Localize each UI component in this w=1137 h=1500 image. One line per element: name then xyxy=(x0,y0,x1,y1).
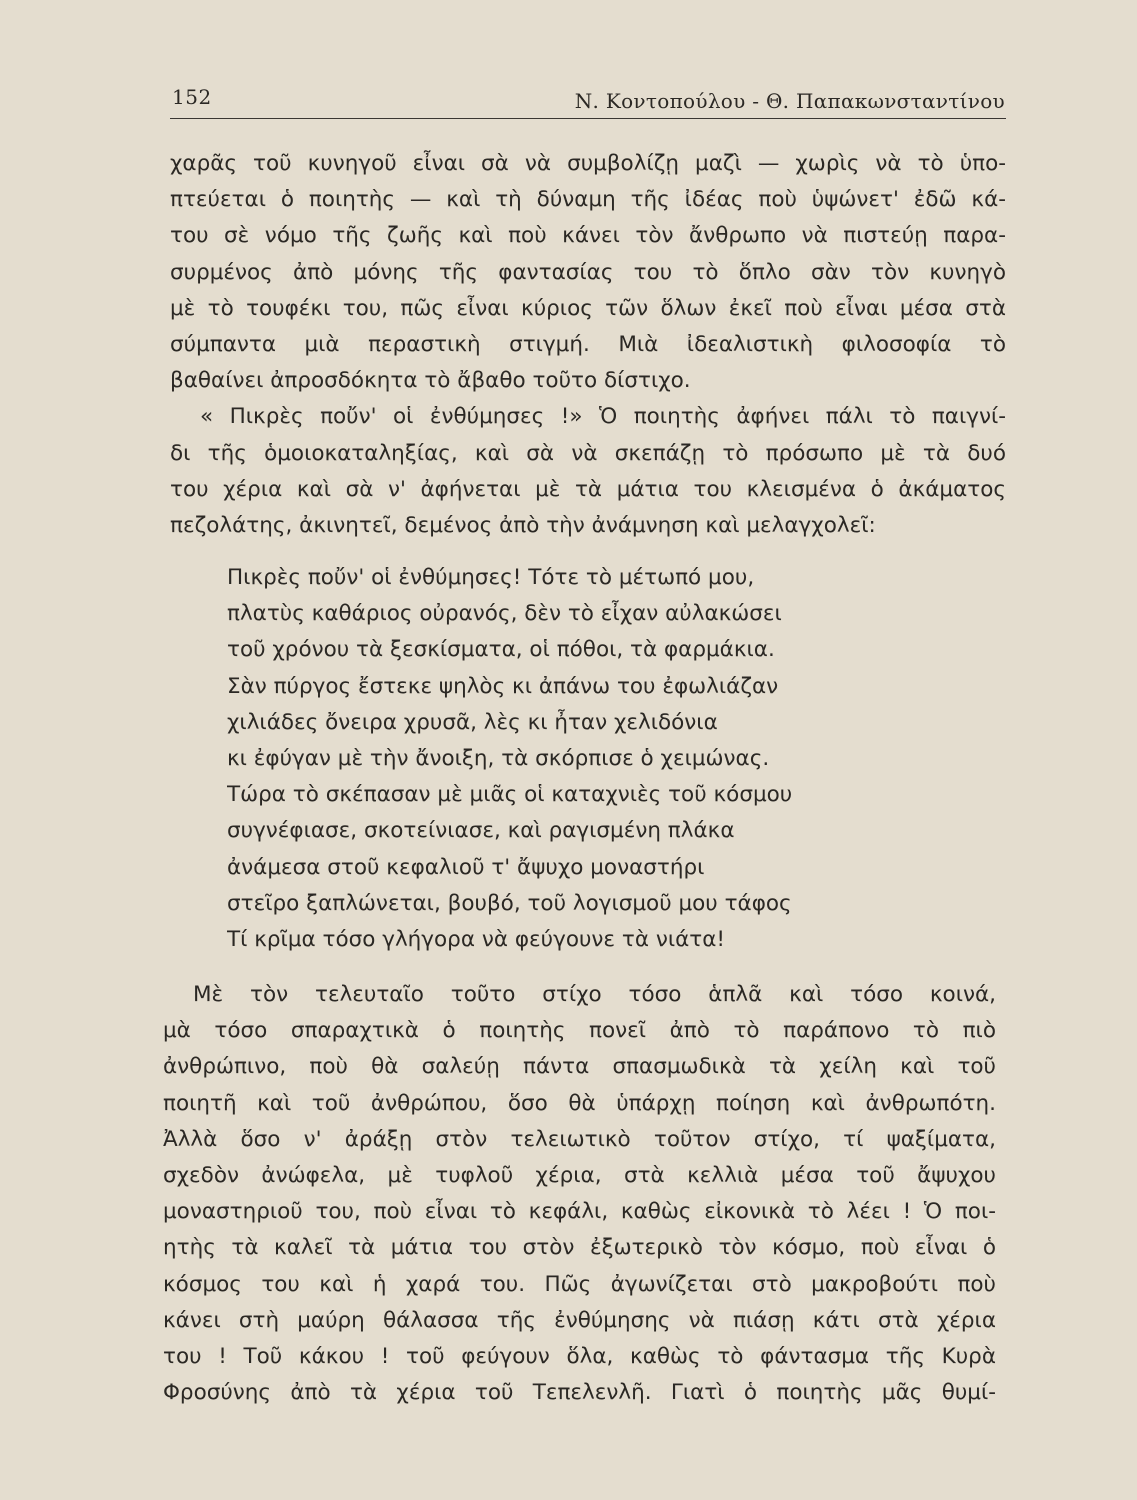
text-line: Ἀλλὰ ὅσο ν' ἀράξῃ στὸν τελειωτικὸ τοῦτον στίχο, τί ψαξίματα, xyxy=(163,1126,996,1152)
body-text-top xyxy=(170,146,1006,544)
text-line: του χέρια καὶ σὰ ν' ἀφήνεται μὲ τὰ μάτια του κλεισμένα ὁ ἀκάματος xyxy=(170,476,1006,502)
text-line: του σὲ νόμο τῆς ζωῆς καὶ ποὺ κάνει τὸν ἄνθρωπο νὰ πιστεύῃ παρα- xyxy=(170,223,1006,249)
text-line: πεζολάτης, ἀκινητεῖ, δεμένος ἀπὸ τὴν ἀνάμνηση καὶ μελαγχολεῖ: xyxy=(170,512,876,538)
text-line: βαθαίνει ἀπροσδόκητα τὸ ἄβαθο τοῦτο δίστιχο. xyxy=(170,368,691,394)
header-rule xyxy=(170,118,1006,119)
poem-line: συγνέφιασε, σκοτείνιασε, καὶ ραγισμένη πλάκα xyxy=(227,818,735,844)
poem-line: Πικρὲς ποὔν' οἱ ἐνθύμησες! Τότε τὸ μέτωπό μου, xyxy=(227,565,755,590)
text-line: δι τῆς ὁμοιοκαταληξίας, καὶ σὰ νὰ σκεπάζῃ τὸ πρόσωπο μὲ τὰ δυό xyxy=(170,440,1006,466)
poem-line: Τώρα τὸ σκέπασαν μὲ μιᾶς οἱ καταχνιὲς τοῦ κόσμου xyxy=(227,782,793,808)
text-line: ἀνθρώπινο, ποὺ θὰ σαλεύῃ πάντα σπασμωδικὰ τὰ χείλη καὶ τοῦ xyxy=(163,1054,996,1080)
poem-line: ἀνάμεσα στοῦ κεφαλιοῦ τ' ἄψυχο μοναστήρι xyxy=(227,854,705,880)
page-number: 152 xyxy=(172,85,212,109)
poem-line: κι ἐφύγαν μὲ τὴν ἄνοιξη, τὰ σκόρπισε ὁ χειμώνας. xyxy=(227,745,770,771)
text-line: συρμένος ἀπὸ μόνης τῆς φαντασίας του τὸ ὅπλο σὰν τὸν κυνηγὸ xyxy=(170,259,1006,285)
poem-line: Τί κρῖμα τόσο γλήγορα νὰ φεύγουνε τὰ νιάτα! xyxy=(227,926,726,952)
body-text-bottom xyxy=(163,977,996,1411)
poem-line: Σὰν πύργος ἔστεκε ψηλὸς κι ἀπάνω του ἐφωλιάζαν xyxy=(227,673,779,699)
text-line: κάνει στὴ μαύρη θάλασσα τῆς ἐνθύμησης νὰ πιάσῃ κάτι στὰ χέρια xyxy=(163,1307,996,1333)
text-line: μὰ τόσο σπαραχτικὰ ὁ ποιητὴς πονεῖ ἀπὸ τὸ παράπονο τὸ πιὸ xyxy=(163,1018,996,1044)
text-line: ποιητῆ καὶ τοῦ ἀνθρώπου, ὅσο θὰ ὑπάρχῃ ποίηση καὶ ἀνθρωπότη. xyxy=(163,1090,996,1116)
paragraph-3 xyxy=(163,977,996,1411)
poem-line: χιλιάδες ὄνειρα χρυσᾶ, λὲς κι ἦταν χελιδόνια xyxy=(227,709,718,735)
text-line: μὲ τὸ τουφέκι του, πῶς εἶναι κύριος τῶν ὅλων ἐκεῖ ποὺ εἶναι μέσα στὰ xyxy=(170,295,1006,321)
poem-block xyxy=(227,560,927,958)
running-head: Ν. Κοντοπούλου - Θ. Παπακωνσταντίνου xyxy=(574,89,1005,113)
paragraph-2 xyxy=(170,399,1006,544)
text-line: πτεύεται ὁ ποιητὴς — καὶ τὴ δύναμη τῆς ἰδέας ποὺ ὑψώνετ' ἐδῶ κά- xyxy=(170,187,1006,213)
text-line: κόσμος του καὶ ἡ χαρά του. Πῶς ἀγωνίζεται στὸ μακροβούτι ποὺ xyxy=(163,1271,996,1297)
text-line: μοναστηριοῦ του, ποὺ εἶναι τὸ κεφάλι, καθὼς εἰκονικὰ τὸ λέει ! Ὁ ποι- xyxy=(163,1199,996,1225)
poem-line: στεῖρο ξαπλώνεται, βουβό, τοῦ λογισμοῦ μου τάφος xyxy=(227,890,792,916)
paragraph-1 xyxy=(170,146,1006,399)
poem-line: πλατὺς καθάριος οὐρανός, δὲν τὸ εἶχαν αὐλακώσει xyxy=(227,601,782,627)
text-line: σχεδὸν ἀνώφελα, μὲ τυφλοῦ χέρια, στὰ κελλιὰ μέσα τοῦ ἄψυχου xyxy=(163,1162,996,1188)
poem-line: τοῦ χρόνου τὰ ξεσκίσματα, οἱ πόθοι, τὰ φαρμάκια. xyxy=(227,637,775,663)
text-line: σύμπαντα μιὰ περαστικὴ στιγμή. Μιὰ ἰδεαλιστικὴ φιλοσοφία τὸ xyxy=(170,331,1006,357)
text-line: του ! Τοῦ κάκου ! τοῦ φεύγουν ὅλα, καθὼς τὸ φάντασμα τῆς Κυρὰ xyxy=(163,1343,996,1369)
text-line: χαρᾶς τοῦ κυνηγοῦ εἶναι σὰ νὰ συμβολίζῃ μαζὶ — χωρὶς νὰ τὸ ὑπο- xyxy=(170,151,1006,176)
text-line: « Πικρὲς ποὔν' οἱ ἐνθύμησες !» Ὁ ποιητὴς ἀφήνει πάλι τὸ παιγνί- xyxy=(200,404,1006,430)
text-line: Μὲ τὸν τελευταῖο τοῦτο στίχο τόσο ἁπλᾶ καὶ τόσο κοινά, xyxy=(193,982,996,1007)
text-line: ητὴς τὰ καλεῖ τὰ μάτια του στὸν ἐξωτερικὸ τὸν κόσμο, ποὺ εἶναι ὁ xyxy=(163,1235,996,1261)
text-line: Φροσύνης ἀπὸ τὰ χέρια τοῦ Τεπελενλῆ. Γιατὶ ὁ ποιητὴς μᾶς θυμί- xyxy=(163,1380,996,1406)
